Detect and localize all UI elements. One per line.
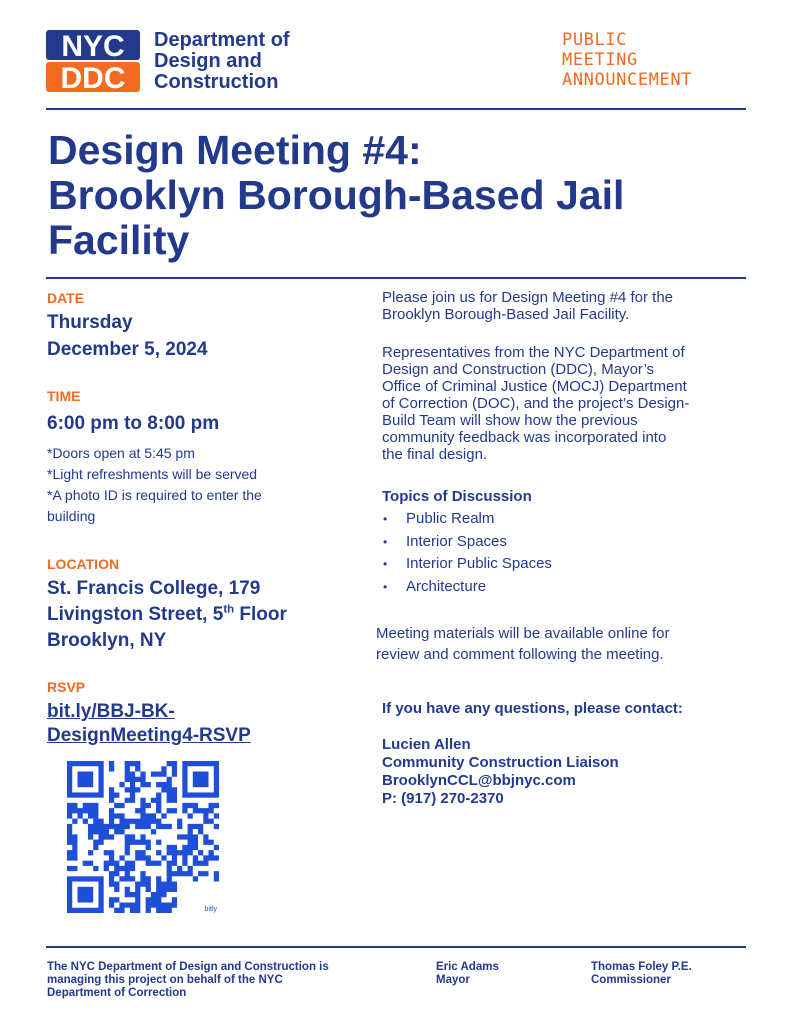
date-label: DATE: [47, 290, 85, 306]
topic-item: • Public Realm: [383, 508, 552, 531]
footer-commissioner: Thomas Foley P.E. Commissioner: [591, 961, 692, 986]
rsvp-link[interactable]: bit.ly/BBJ-BK- DesignMeeting4-RSVP: [47, 701, 251, 746]
qr-caption: bitly: [204, 906, 217, 913]
page-title: Design Meeting #4: Brooklyn Borough-Based Jail Facility: [48, 127, 625, 263]
materials-paragraph: Meeting materials will be available online for review and comment following the meeting.: [376, 625, 670, 663]
time-notes: *Doors open at 5:45 pm *Light refreshments will be served *A photo ID is required to enter the building: [47, 445, 262, 524]
contact-email[interactable]: BrooklynCCL@bbjnyc.com: [382, 772, 576, 789]
footer-mayor: Eric Adams Mayor: [436, 961, 499, 986]
topics-heading: Topics of Discussion: [382, 488, 532, 505]
topic-item: • Architecture: [383, 576, 552, 599]
qr-finder-pattern: [70, 764, 101, 795]
contact-name: Lucien Allen: [382, 736, 471, 753]
contact-heading: If you have any questions, please contact:: [382, 700, 683, 717]
representatives-paragraph: Representatives from the NYC Department of Design and Construction (DDC), Mayor’s Office of Criminal Justice (MOCJ) Department of Correction (DOC), and the project’s Design- Build Team will show how the previous community feedback was incorporated into the final design.: [382, 344, 690, 463]
qr-finder-pattern: [70, 879, 101, 910]
qr-finder-pattern: [185, 764, 216, 795]
rsvp-label: RSVP: [47, 679, 86, 695]
rsvp-qr-code[interactable]: [67, 761, 219, 913]
logo-ddc-text: DDC: [60, 62, 126, 92]
location-address: St. Francis College, 179 Livingston Street, 5th Floor Brooklyn, NY: [47, 578, 287, 651]
header-divider: [46, 108, 746, 110]
time-value: 6:00 pm to 8:00 pm: [47, 413, 220, 434]
contact-details: [382, 736, 619, 808]
title-divider: [46, 277, 746, 279]
footer-statement: The NYC Department of Design and Construction is managing this project on behalf of the NYC Department of Correction: [47, 961, 329, 999]
nyc-ddc-logo: [46, 30, 140, 92]
topics-list: [383, 508, 552, 598]
date-value: Thursday December 5, 2024: [47, 312, 208, 360]
logo-nyc-text: NYC: [61, 30, 125, 63]
topic-item: • Interior Public Spaces: [383, 553, 552, 576]
department-name: Department of Design and Construction: [154, 29, 290, 93]
location-label: LOCATION: [47, 556, 120, 572]
public-meeting-announcement: PUBLIC MEETING ANNOUNCEMENT: [562, 30, 693, 90]
contact-phone[interactable]: P: (917) 270-2370: [382, 790, 504, 807]
footer-divider: [46, 946, 746, 948]
topic-item: • Interior Spaces: [383, 531, 552, 554]
intro-paragraph: Please join us for Design Meeting #4 for the Brooklyn Borough-Based Jail Facility.: [382, 289, 673, 323]
time-label: TIME: [47, 388, 81, 404]
contact-role: Community Construction Liaison: [382, 754, 619, 771]
